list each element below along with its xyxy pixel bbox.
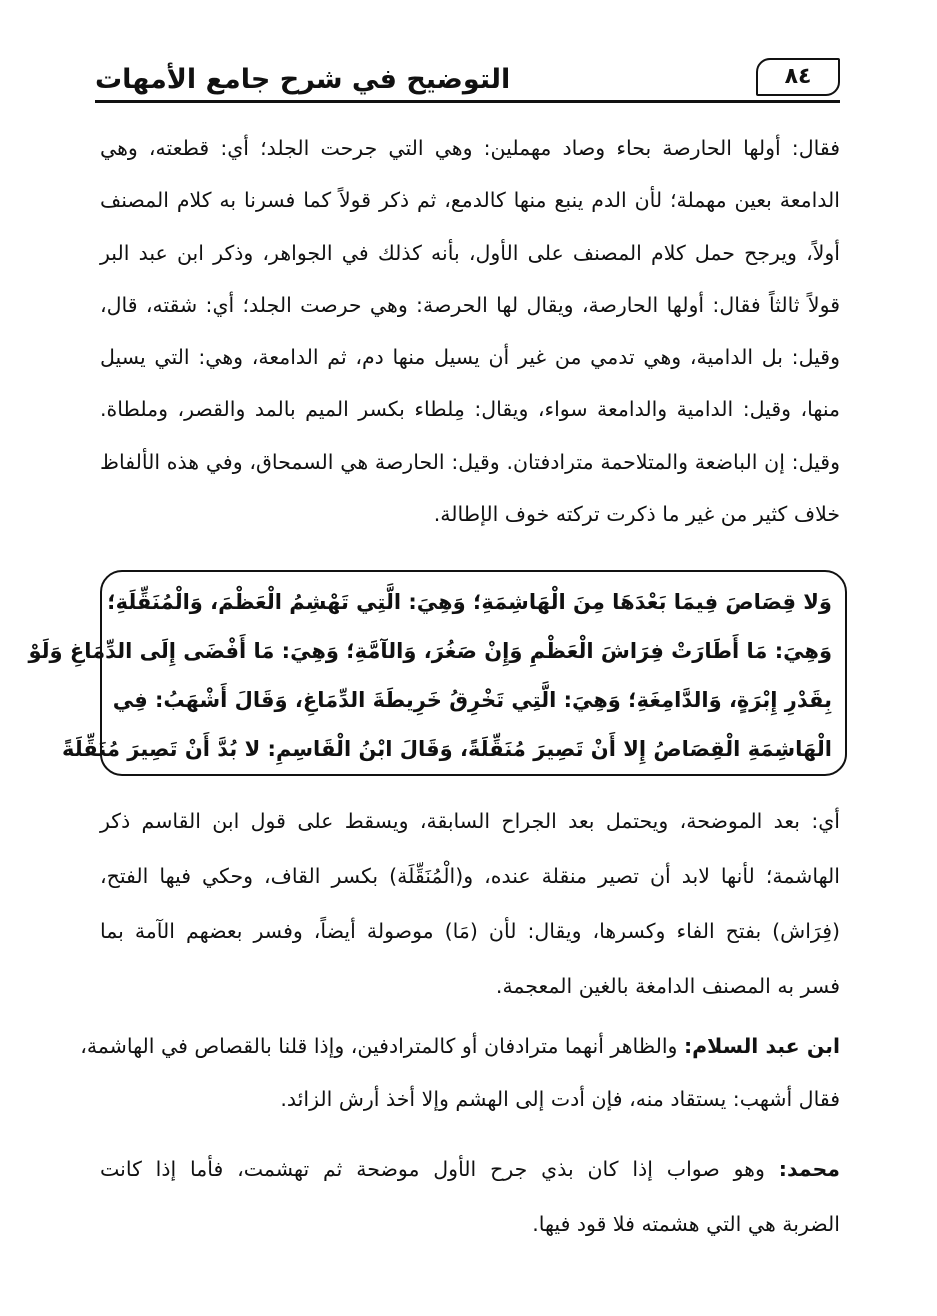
text-line: وقيل: بل الدامية، وهي تدمي من غير أن يسيل منها دم، ثم الدامعة، وهي: التي يسيل: [100, 345, 840, 370]
text-line: [100, 1142, 840, 1197]
commentary-paragraph-4: [100, 1142, 840, 1252]
commentary-paragraph-2: [100, 794, 840, 1014]
text-line: وقيل: إن الباضعة والمتلاحمة مترادفتان. وقيل: الحارصة هي السمحاق، وفي هذه الألفاظ: [100, 449, 840, 474]
text-line: أي: بعد الموضحة، ويحتمل بعد الجراح السابقة، ويسقط على قول ابن القاسم ذكر: [100, 809, 840, 833]
matn-line: وَهِيَ: مَا أَطَارَتْ فِرَاشَ الْعَظْمِ وَإِنْ صَغُرَ، وَالآمَّةِ؛ وَهِيَ: مَا أَفْضَى إِلَى الدِّمَاغِ وَلَوْ: [28, 639, 832, 663]
matn-text: [28, 578, 832, 774]
text-line: الهاشمة؛ لأنها لابد أن تصير منقلة عنده، و(الْمُنَقِّلَة) بكسر القاف، وحكي فيها الفتح،: [100, 864, 840, 888]
speaker-label: محمد:: [778, 1157, 840, 1181]
matn-line: الْهَاشِمَةِ الْقِصَاصُ إِلا أَنْ تَصِيرَ مُنَقِّلَةً، وَقَالَ ابْنُ الْقَاسِمِ: لا بُدَّ أَنْ تَصِيرَ مُنَقِّلَةً: [62, 737, 832, 761]
text-line: قولاً ثالثاً فقال: أولها الحارصة، ويقال لها الحرصة: وهي حرصت الجلد؛ أي: شقته، قال،: [100, 292, 840, 317]
commentary-paragraph-1: [100, 122, 840, 540]
text-line: أولاً، ويرجح حمل كلام المصنف على الأول، بأنه كذلك في الجواهر، وذكر ابن عبد البر: [100, 240, 840, 265]
line-text: والظاهر أنهما مترادفان أو كالمترادفين، وإذا قلنا بالقصاص في الهاشمة،: [80, 1034, 684, 1058]
speaker-label: ابن عبد السلام:: [683, 1034, 840, 1058]
text-line: فسر به المصنف الدامغة بالغين المعجمة.: [495, 974, 840, 998]
matn-line: وَلا قِصَاصَ فِيمَا بَعْدَهَا مِنَ الْهَاشِمَةِ؛ وَهِيَ: الَّتِي تَهْشِمُ الْعَظْمَ، وَالْمُنَقِّلَةِ؛: [107, 590, 832, 614]
matn-line: بِقَدْرِ إِبْرَةٍ، وَالدَّامِغَةِ؛ وَهِيَ: الَّتِي تَخْرِقُ خَرِيطَةَ الدِّمَاغِ، وَقَالَ أَشْهَبُ: فِي: [112, 688, 832, 712]
text-line: فقال: أولها الحارصة بحاء وصاد مهملين: وهي التي جرحت الجلد؛ أي: قطعته، وهي: [100, 136, 840, 160]
line-text: وهو صواب إذا كان بذي جرح الأول موضحة ثم تهشمت، فأما إذا كانت: [100, 1157, 779, 1181]
text-line: الدامعة بعين مهملة؛ لأن الدم ينبع منها كالدمع، ثم ذكر قولاً كما فسرنا به كلام المصنف: [100, 188, 840, 213]
text-line: فقال أشهب: يستقاد منه، فإن أدت إلى الهشم وإلا أخذ أرش الزائد.: [280, 1087, 840, 1111]
text-line: (فِرَاش) بفتح الفاء وكسرها، ويقال: لأن (مَا) موصولة أيضاً، وفسر بعضهم الآمة بما: [100, 919, 840, 943]
page-header: [95, 58, 840, 102]
text-line: منها، وقيل: الدامية والدامعة سواء، ويقال: مِلطاء بكسر الميم بالمد والقصر، وملطاة.: [100, 397, 840, 422]
text-line: الضربة هي التي هشمته فلا قود فيها.: [532, 1212, 840, 1236]
running-title: التوضيح في شرح جامع الأمهات: [95, 64, 511, 95]
text-line: [80, 1020, 840, 1073]
header-rule: [95, 100, 840, 103]
text-line: خلاف كثير من غير ما ذكرت تركته خوف الإطالة.: [433, 502, 840, 527]
commentary-paragraph-3: [80, 1020, 840, 1126]
page-number: ٨٤: [756, 58, 840, 96]
